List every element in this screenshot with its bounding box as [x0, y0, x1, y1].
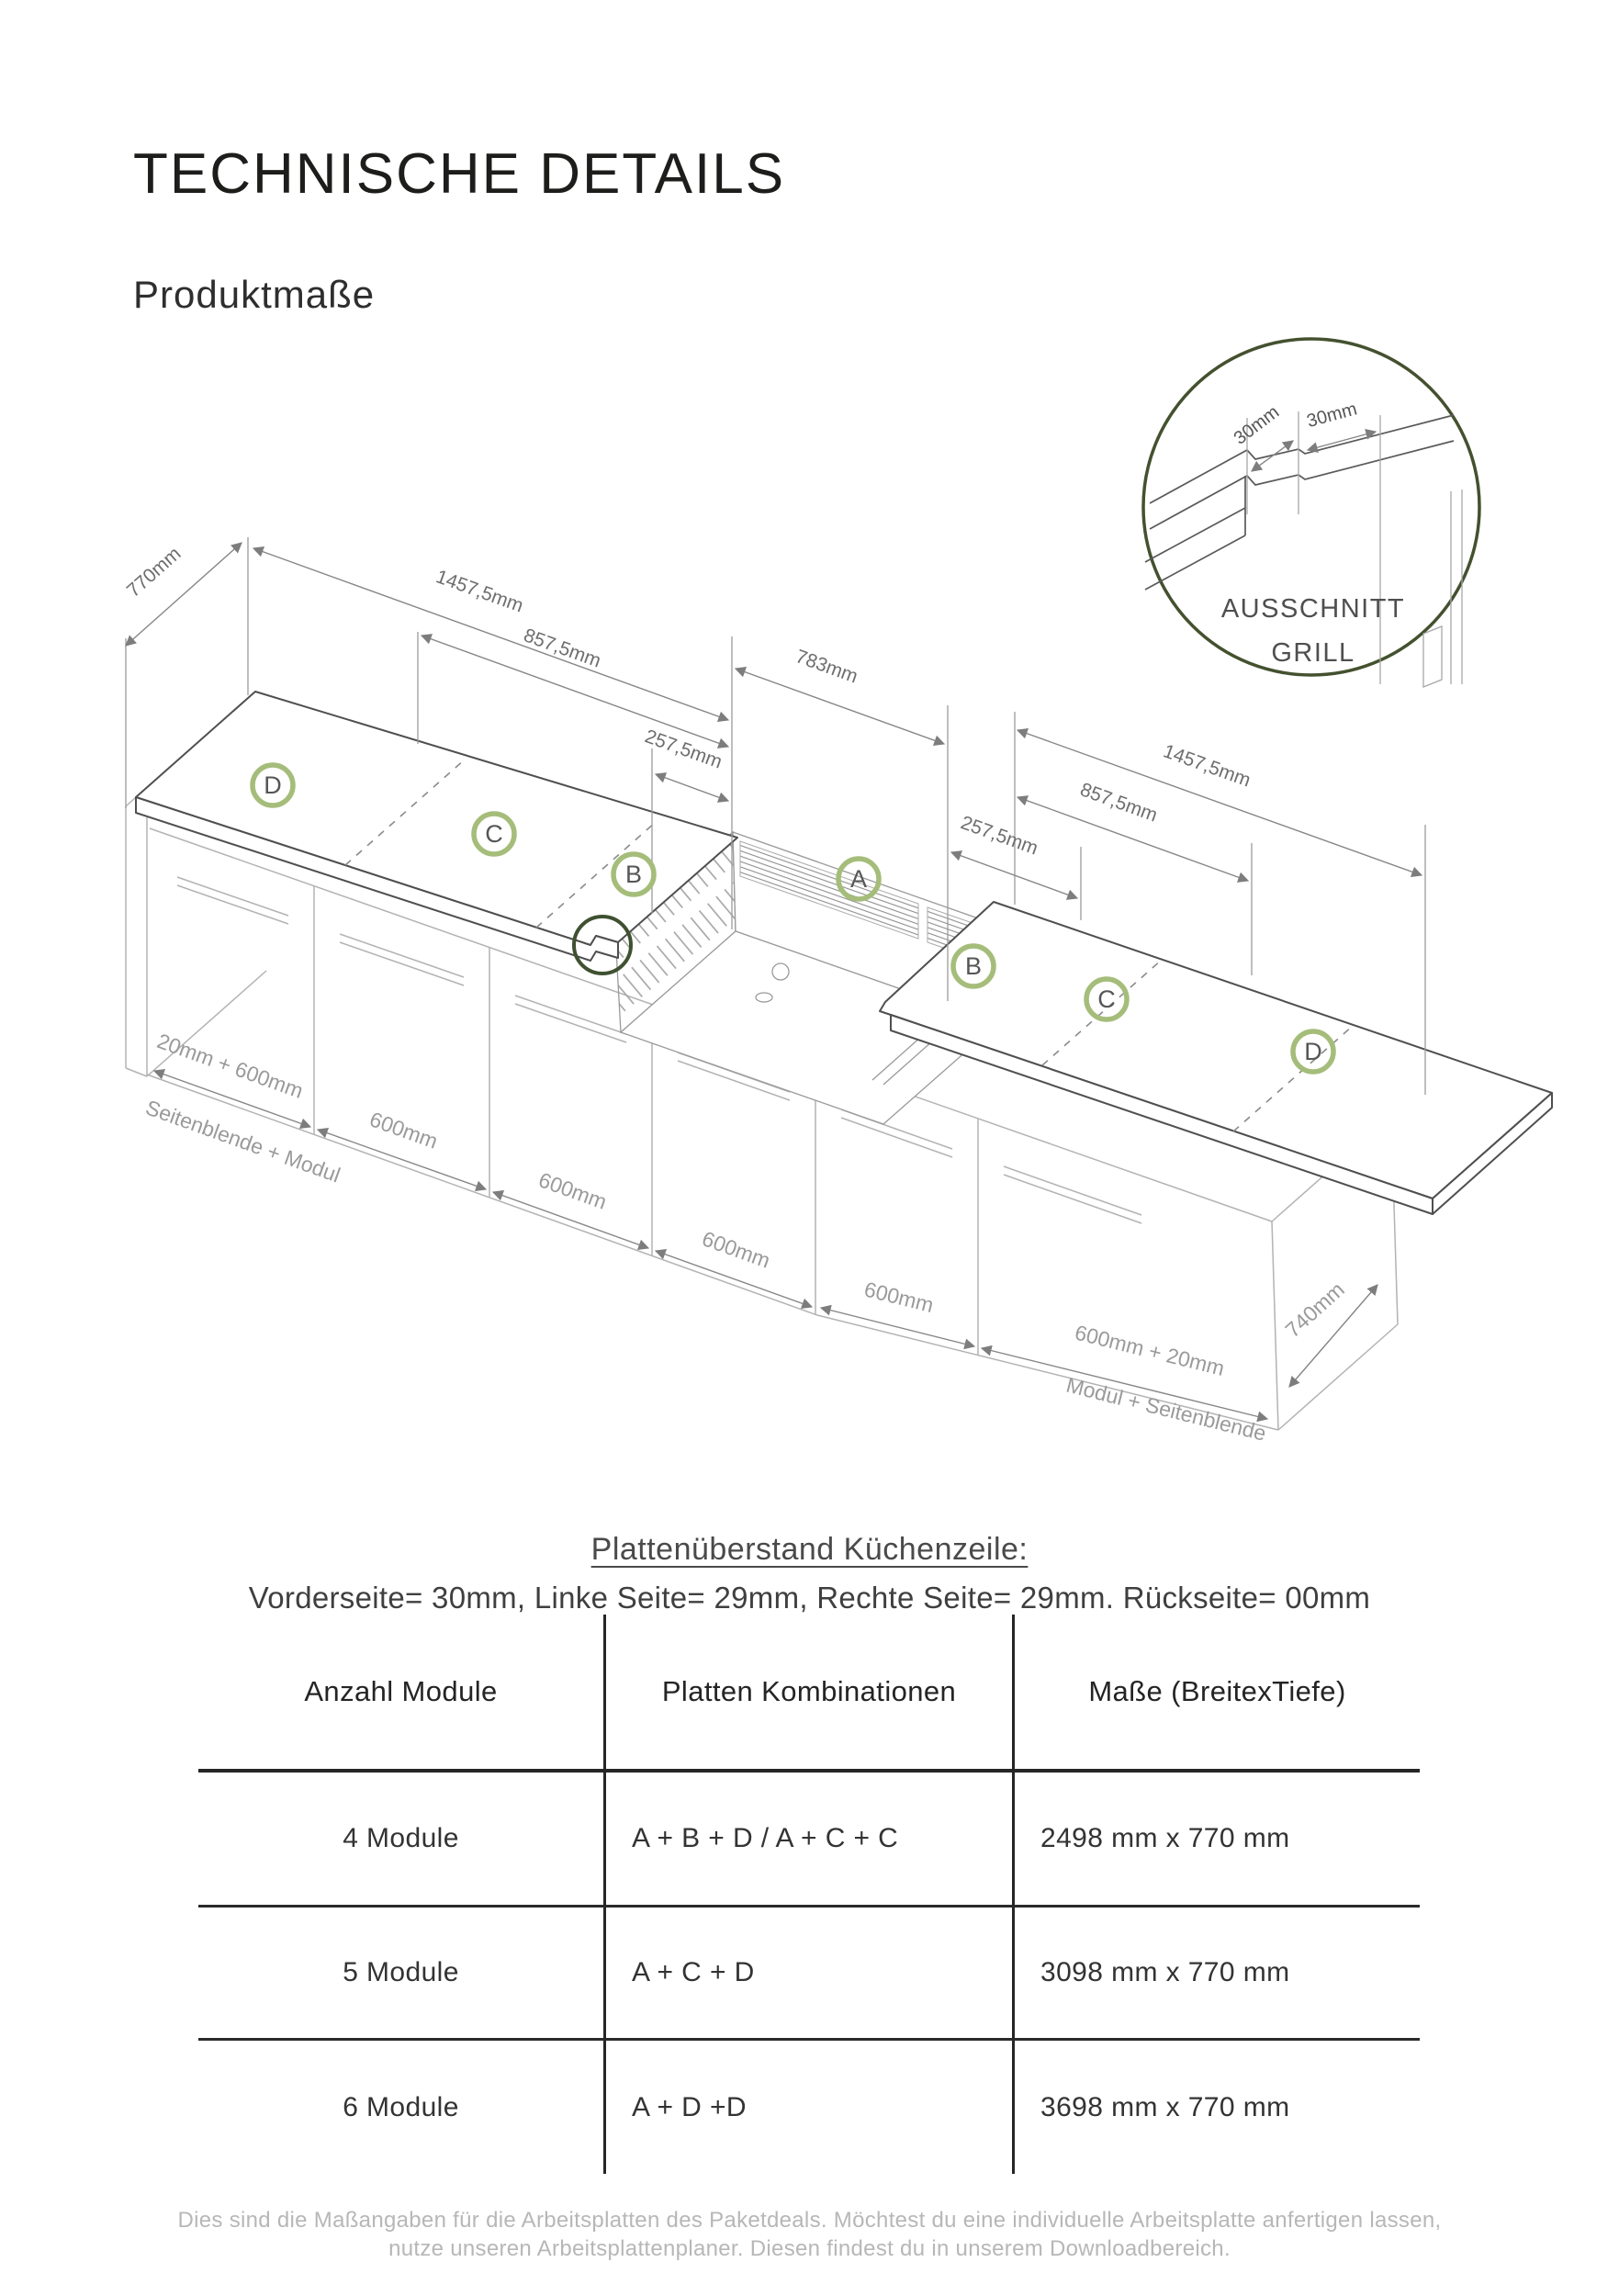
- footer-line-2: nutze unseren Arbeitsplattenplaner. Diesen findest du in unserem Downloadbereich.: [388, 2236, 1231, 2261]
- svg-text:C: C: [485, 820, 503, 848]
- dim-left-mid: 857,5mm: [521, 625, 604, 672]
- table-cell: 6 Module: [198, 2041, 606, 2174]
- dim-height: 740mm: [1280, 1277, 1349, 1343]
- table-cell: A + D +D: [606, 2041, 1015, 2174]
- svg-text:D: D: [264, 771, 282, 799]
- caption-left: Seitenblende + Modul: [142, 1095, 344, 1187]
- inset-label-line2: GRILL: [1271, 638, 1355, 668]
- page-subtitle: Produktmaße: [133, 272, 376, 316]
- dim-right-mid: 857,5mm: [1077, 779, 1161, 827]
- dim-bottom-4: 600mm: [861, 1277, 937, 1318]
- overhang-section: [0, 1532, 1619, 1615]
- table-header-platten-kombinationen: Platten Kombinationen: [606, 1615, 1015, 1773]
- caption-right: Modul + Seitenblende: [1063, 1372, 1269, 1446]
- table-cell: 5 Module: [198, 1908, 606, 2041]
- table-cell: 3098 mm x 770 mm: [1015, 1908, 1420, 2041]
- table-header-anzahl-module: Anzahl Module: [198, 1615, 606, 1773]
- svg-text:A: A: [849, 865, 868, 893]
- footer-line-1: Dies sind die Maßangaben für die Arbeitsplatten des Paketdeals. Möchtest du eine individuelle Arbeitsplatte anfertigen lassen,: [177, 2208, 1442, 2233]
- dim-opening: 783mm: [793, 646, 861, 688]
- dim-bottom-1: 600mm: [366, 1107, 442, 1154]
- overhang-heading: Plattenüberstand Küchenzeile:: [590, 1532, 1029, 1567]
- dim-bottom-5: 600mm + 20mm: [1072, 1320, 1228, 1381]
- page-footer: [0, 2206, 1619, 2263]
- svg-text:D: D: [1304, 1038, 1322, 1065]
- inset-label-line1: AUSSCHNITT: [1220, 594, 1406, 624]
- dim-bottom-3: 600mm: [699, 1226, 774, 1273]
- table-header-masse: Maße (BreitexTiefe): [1015, 1615, 1420, 1773]
- table-cell: 4 Module: [198, 1773, 606, 1908]
- dim-right-total: 1457,5mm: [1160, 740, 1254, 792]
- overhang-values: Vorderseite= 30mm, Linke Seite= 29mm, Rechte Seite= 29mm. Rückseite= 00mm: [248, 1581, 1371, 1615]
- dim-left-small: 257,5mm: [642, 726, 725, 773]
- table-cell: A + B + D / A + C + C: [606, 1773, 1015, 1908]
- svg-text:C: C: [1097, 985, 1116, 1013]
- dim-left-total: 1457,5mm: [433, 566, 526, 617]
- inset-dim-left: 30mm: [1230, 401, 1284, 449]
- dim-depth-left: 770mm: [122, 543, 186, 602]
- svg-text:B: B: [964, 952, 983, 980]
- table-cell: 3698 mm x 770 mm: [1040, 2091, 1290, 2122]
- table-cell: A + C + D: [606, 1908, 1015, 2041]
- inset-dim-right: 30mm: [1304, 399, 1360, 433]
- dim-bottom-0: 20mm + 600mm: [153, 1028, 307, 1103]
- table-cell: 2498 mm x 770 mm: [1015, 1773, 1420, 1908]
- detail-inset-grill-cutout: [1143, 339, 1479, 687]
- dim-bottom-2: 600mm: [535, 1167, 611, 1214]
- svg-text:B: B: [624, 861, 643, 888]
- dim-right-small: 257,5mm: [958, 812, 1041, 860]
- page-title: TECHNISCHE DETAILS: [133, 141, 786, 206]
- module-combinations-table: [198, 1615, 1420, 2174]
